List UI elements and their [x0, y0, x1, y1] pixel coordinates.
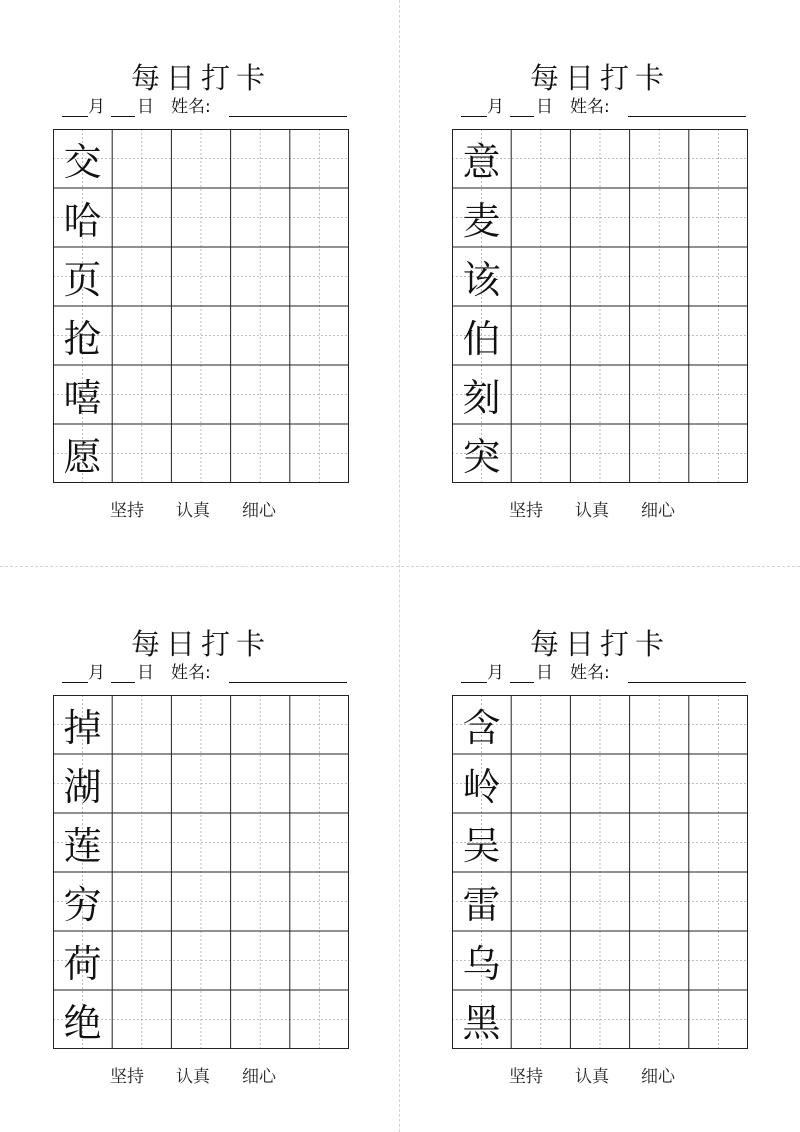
month-label: 月	[88, 663, 105, 683]
name-label: 姓名:	[171, 97, 211, 117]
model-character: 麦	[462, 199, 501, 243]
motto	[452, 1062, 748, 1087]
day-label: 日	[137, 663, 154, 683]
motto	[452, 496, 748, 521]
month-label: 月	[88, 97, 105, 117]
date-name-line	[53, 663, 349, 685]
checkin-card-1	[53, 59, 349, 521]
model-character: 掉	[63, 706, 102, 750]
model-character: 刻	[462, 376, 501, 420]
day-label: 日	[137, 97, 154, 117]
motto-word: 认真	[176, 1067, 210, 1087]
model-character: 黑	[462, 1001, 501, 1045]
motto-word: 认真	[176, 501, 210, 521]
model-character: 哈	[63, 199, 102, 243]
model-character: 绝	[63, 1001, 102, 1045]
motto	[53, 1062, 349, 1087]
model-character: 抢	[63, 317, 102, 361]
motto-word: 坚持	[509, 501, 543, 521]
motto-word: 认真	[575, 501, 609, 521]
model-character: 愿	[63, 435, 102, 479]
month-blank	[62, 98, 88, 117]
model-character: 突	[462, 435, 501, 479]
day-blank	[510, 664, 534, 683]
name-blank	[229, 664, 347, 683]
checkin-card-2	[452, 59, 748, 521]
day-label: 日	[536, 97, 553, 117]
date-name-line	[53, 97, 349, 119]
model-character: 荷	[63, 942, 102, 986]
name-label: 姓名:	[570, 97, 610, 117]
month-blank	[461, 98, 487, 117]
card-title: 每日打卡	[130, 627, 271, 661]
date-name-line	[452, 97, 748, 119]
motto	[53, 496, 349, 521]
motto-word: 坚持	[110, 1067, 144, 1087]
month-blank	[62, 664, 88, 683]
model-character: 含	[462, 706, 501, 750]
card-title: 每日打卡	[529, 61, 670, 95]
model-character: 岭	[462, 765, 501, 809]
card-title: 每日打卡	[130, 61, 271, 95]
model-character: 乌	[462, 942, 501, 986]
model-character: 该	[462, 258, 501, 302]
date-name-line	[452, 663, 748, 685]
day-label: 日	[536, 663, 553, 683]
model-character: 页	[63, 258, 102, 302]
name-blank	[628, 98, 746, 117]
month-label: 月	[487, 663, 504, 683]
name-label: 姓名:	[570, 663, 610, 683]
model-character: 湖	[63, 765, 102, 809]
card-title: 每日打卡	[529, 627, 670, 661]
name-blank	[229, 98, 347, 117]
checkin-card-3	[53, 625, 349, 1087]
motto-word: 认真	[575, 1067, 609, 1087]
model-character: 交	[63, 140, 102, 184]
checkin-card-4	[452, 625, 748, 1087]
day-blank	[111, 664, 135, 683]
motto-word: 坚持	[509, 1067, 543, 1087]
model-character: 伯	[462, 317, 501, 361]
cut-line-horizontal	[0, 566, 800, 567]
model-character: 吴	[462, 824, 501, 868]
day-blank	[510, 98, 534, 117]
motto-word: 细心	[242, 501, 276, 521]
model-character: 雷	[462, 883, 501, 927]
month-blank	[461, 664, 487, 683]
name-label: 姓名:	[171, 663, 211, 683]
model-character: 莲	[63, 824, 102, 868]
month-label: 月	[487, 97, 504, 117]
model-character: 意	[462, 140, 501, 184]
motto-word: 细心	[242, 1067, 276, 1087]
model-character: 穷	[63, 883, 102, 927]
motto-word: 细心	[641, 1067, 675, 1087]
model-character: 嘻	[63, 376, 102, 420]
motto-word: 坚持	[110, 501, 144, 521]
name-blank	[628, 664, 746, 683]
motto-word: 细心	[641, 501, 675, 521]
day-blank	[111, 98, 135, 117]
